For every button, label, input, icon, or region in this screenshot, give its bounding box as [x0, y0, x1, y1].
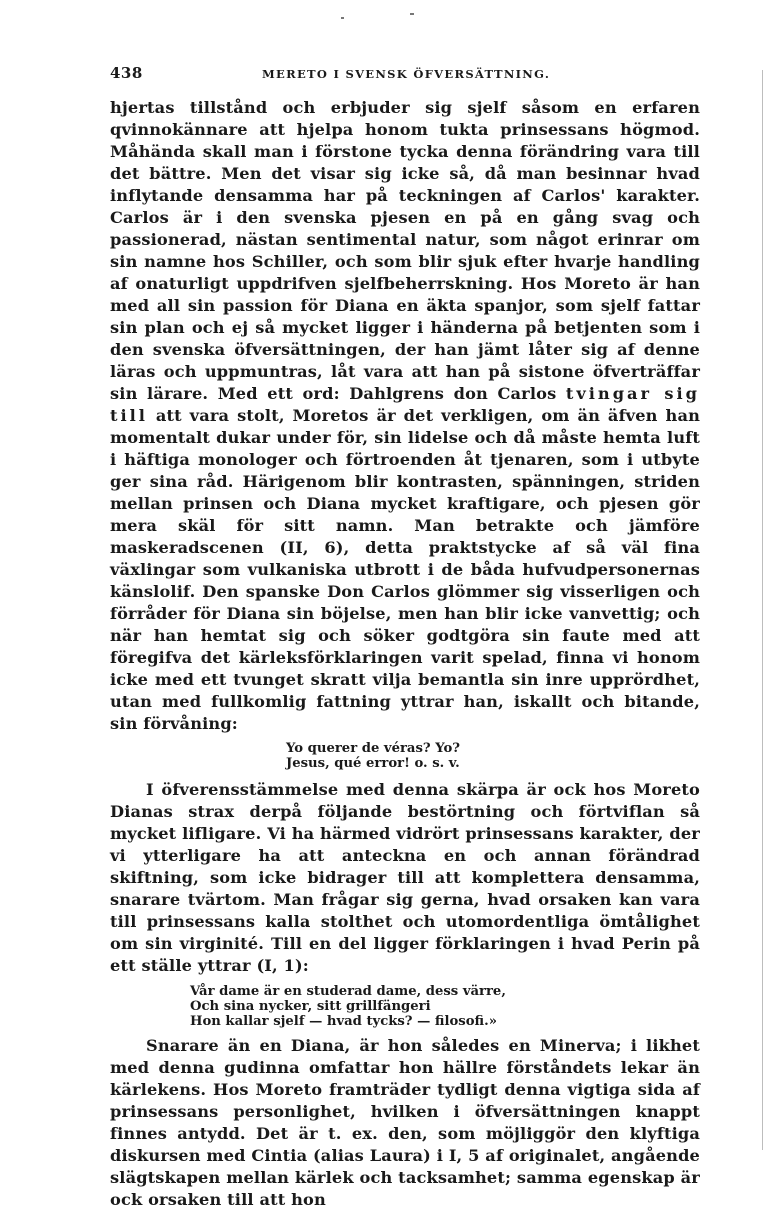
- paragraph-text: att vara stolt, Moretos är det verkligen, om än äfven han momentalt dukar under för, sin lidelse och då måste hemta luft i häftiga monologer och förtroenden åt tjenaren, som i utbyte ger sina råd. Härigenom blir kontrasten, spänningen, striden mellan prinsen och Diana mycket kraftigare, och pjesen gör mera skäl för sitt namn. Man betrakte och jämföre maskeradscenen (II, 6), detta praktstycke af så väl fina växlingar som vulkaniska utbrott i de båda hufvudpersonernas känslolif. Den spanske Don Carlos glömmer sig visserligen och förråder för Diana sin böjelse, men han blir icke vanvettig; och när han hemtat sig och söker godtgöra sin faute med att föregifva det kärleksförklaringen varit spelad, finna vi honom icke med ett tvunget skratt vilja bemantla sin inre upprördhet, utan med fullkomlig fattning yttrar han, iskallt och bitande, sin förvåning:: [110, 406, 700, 733]
- body-text: [110, 97, 700, 1211]
- paragraph-text: hjertas tillstånd och erbjuder sig sjelf såsom en erfaren qvinnokännare att hjelpa honom tukta prinsessans högmod. Måhända skall man i förstone tycka denna förändring vara till det bättre. Men det visar sig icke så, då man besinnar hvad inflytande densamma har på teckningen af Carlos' karakter. Carlos är i den svenska pjesen en på en gång svag och passionerad, nästan sentimental natur, som något erinrar om sin namne hos Schiller, och som blir sjuk efter hvarje handling af onaturligt uppdrifven sjelfbeherrskning. Hos Moreto är han med all sin passion för Diana en äkta spanjor, som sjelf fattar sin plan och ej så mycket ligger i händerna på betjenten som i den svenska öfversättningen, der han jämt låter sig af denne läras och uppmuntras, låt vara att han på sistone öfverträffar sin lärare. Med ett ord: Dahlgrens don Carlos: [110, 98, 700, 403]
- verse-quote: [110, 984, 700, 1029]
- verse-line: Yo querer de véras? Yo?: [286, 741, 461, 756]
- page-header: [110, 64, 696, 88]
- verse-line: Hon kallar sjelf — hvad tycks? — filosofi.»: [190, 1014, 497, 1029]
- page-edge-line: [762, 70, 763, 1150]
- verse-line: Vår dame är en studerad dame, dess värre,: [190, 984, 506, 999]
- paragraph: I öfverensstämmelse med denna skärpa är ock hos Moreto Dianas strax derpå följande bestörtning och förtviflan så mycket lifligare. Vi ha härmed vidrört prinsessans karakter, der vi ytterligare ha att anteckna en och annan förändrad skiftning, som icke bidrager till att komplettera densamma, snarare tvärtom. Man frågar sig gerna, hvad orsaken kan vara till prinsessans kalla stolthet och utomordentliga ömtålighet om sin virginité. Till en del ligger förklaringen i hvad Perin på ett ställe yttrar (I, 1):: [110, 780, 700, 975]
- running-title: MERETO I SVENSK ÖFVERSÄTTNING.: [262, 67, 551, 81]
- emphasized-text: tvingar sig till: [110, 384, 700, 425]
- page-number: 438: [110, 64, 143, 82]
- scan-speck: [341, 17, 344, 19]
- verse-quote: [110, 741, 700, 771]
- scan-speck: [410, 13, 414, 15]
- verse-line: Jesus, qué error! o. s. v.: [286, 756, 460, 771]
- paragraph: Snarare än en Diana, är hon således en Minerva; i likhet med denna gudinna omfattar hon hällre förståndets lekar än kärlekens. Hos Moreto framträder tydligt denna vigtiga sida af prinsessans personlighet, hvilken i öfversättningen knappt finnes antydd. Det är t. ex. den, som möjliggör den klyftiga diskursen med Cintia (alias Laura) i I, 5 af originalet, angående slägtskapen mellan kärlek och tacksamhet; samma egenskap är ock orsaken till att hon: [110, 1036, 700, 1209]
- paragraph: [110, 97, 700, 735]
- verse-line: Och sina nycker, sitt grillfängeri: [190, 999, 431, 1014]
